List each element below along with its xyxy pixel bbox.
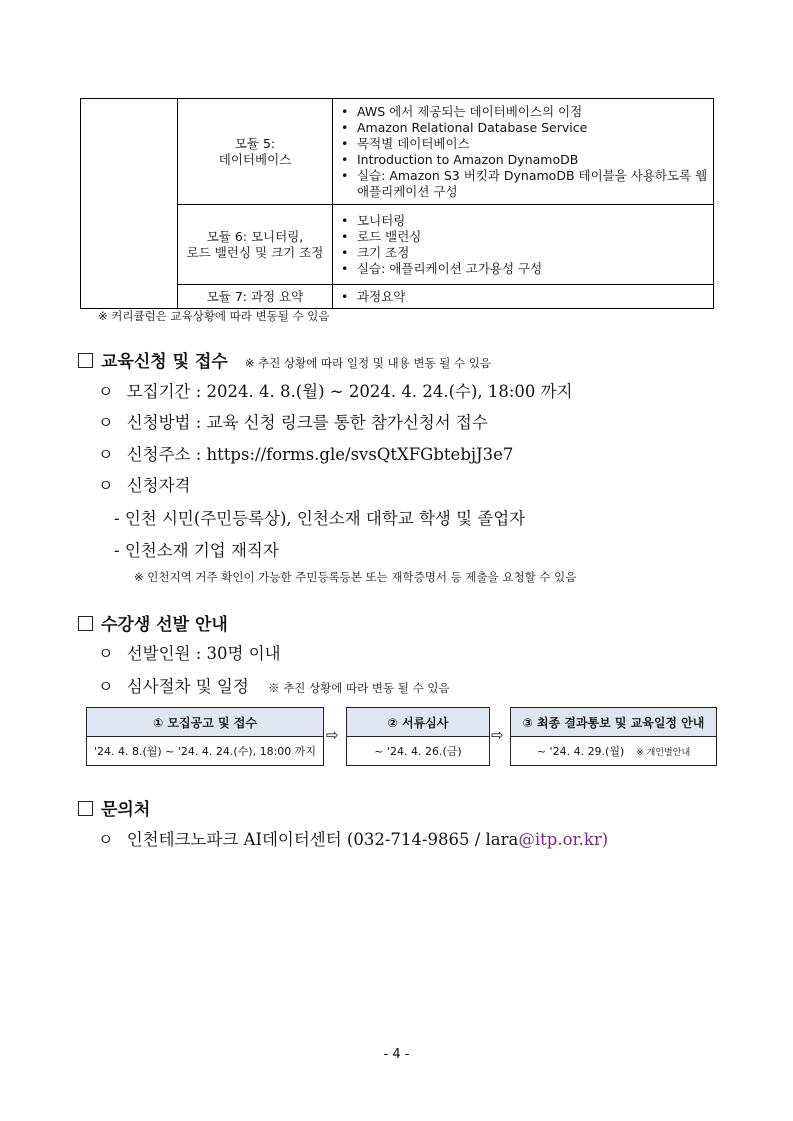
topic-list-item: • 목적별 데이터베이스 xyxy=(357,136,709,152)
apply-section-heading xyxy=(78,347,491,372)
topic-list-item: • 크기 조정 xyxy=(357,245,709,261)
module-name-cell: 모듈 7: 과정 요약 xyxy=(178,285,333,309)
checkbox-square-icon xyxy=(78,616,93,631)
selection-schedule xyxy=(98,673,450,697)
contact-section-heading xyxy=(78,795,150,820)
selection-title: 수강생 선발 안내 xyxy=(101,615,228,635)
contact-title: 문의처 xyxy=(101,800,151,820)
arrow-right-icon: ⇨ xyxy=(491,726,504,744)
topic-list-item: • 모니터링 xyxy=(357,213,709,229)
circle-bullet-icon: ㅇ xyxy=(98,382,114,401)
selection-count xyxy=(98,640,281,664)
step-3-date xyxy=(511,737,716,765)
module-name-cell: 모듈 6: 모니터링, 로드 밸런싱 및 크기 조정 xyxy=(178,205,333,285)
circle-bullet-icon: ㅇ xyxy=(98,644,114,663)
circle-bullet-icon: ㅇ xyxy=(98,476,114,495)
topic-list xyxy=(337,104,709,200)
selection-schedule-note: ※ 추진 상황에 따라 변동 될 수 있음 xyxy=(268,681,450,695)
topic-list-item: • 실습: Amazon S3 버킷과 DynamoDB 테이블을 사용하도록 웹 애플리케이션 구성 xyxy=(357,168,709,200)
selection-count-text: 선발인원 : 30명 이내 xyxy=(126,644,281,663)
process-step-1 xyxy=(86,707,324,766)
selection-section-heading xyxy=(78,610,228,635)
circle-bullet-icon: ㅇ xyxy=(98,677,114,696)
apply-eligibility xyxy=(98,472,190,496)
topic-list-item: • 과정요약 xyxy=(357,289,709,305)
contact-text: 인천테크노파크 AI데이터센터 (032-714-9865 / lara xyxy=(126,830,519,849)
topic-list-item: • Introduction to Amazon DynamoDB xyxy=(357,152,709,168)
circle-bullet-icon: ㅇ xyxy=(98,445,114,464)
apply-period xyxy=(98,378,573,402)
apply-address xyxy=(98,441,513,465)
topic-list-item: • AWS 에서 제공되는 데이터베이스의 이점 xyxy=(357,104,709,120)
topic-list-item: • Amazon Relational Database Service xyxy=(357,120,709,136)
step-1-date: '24. 4. 8.(월) ~ '24. 4. 24.(수), 18:00 까지 xyxy=(93,745,317,758)
step-3-date-text: ~ '24. 4. 29.(월) xyxy=(536,745,625,758)
apply-eligibility-text: 신청자격 xyxy=(126,476,191,495)
circle-bullet-icon: ㅇ xyxy=(98,413,114,432)
circle-bullet-icon: ㅇ xyxy=(98,830,114,849)
page-number: - 4 - xyxy=(383,1047,410,1062)
eligibility-item-2: - 인천소재 기업 재직자 xyxy=(114,541,279,560)
step-2-date: ~ '24. 4. 26.(금) xyxy=(374,745,462,758)
process-step-2 xyxy=(346,707,490,766)
contact-email-link[interactable]: @itp.or.kr) xyxy=(518,830,609,849)
eligibility-note: ※ 인천지역 거주 확인이 가능한 주민등록등본 또는 재학증명서 등 제출을 요청할 수 있음 xyxy=(134,570,577,584)
module-name-cell: 모듈 5: 데이터베이스 xyxy=(178,99,333,205)
topic-list-item: • 실습: 애플리케이션 고가용성 구성 xyxy=(357,261,709,277)
topic-list xyxy=(337,289,709,305)
step-1-title: ① 모집공고 및 접수 xyxy=(87,708,323,737)
curriculum-note: ※ 커리큘럼은 교육상황에 따라 변동될 수 있음 xyxy=(98,309,330,323)
apply-title: 교육신청 및 접수 xyxy=(101,352,228,372)
apply-address-link[interactable]: https://forms.gle/svsQtXFGbtebjJ3e7 xyxy=(206,445,514,464)
curriculum-row xyxy=(81,99,714,205)
checkbox-square-icon xyxy=(78,353,93,368)
module-topics-cell xyxy=(333,285,714,309)
step-3-title: ③ 최종 결과통보 및 교육일정 안내 xyxy=(511,708,716,737)
curriculum-table xyxy=(80,98,714,309)
process-step-3 xyxy=(510,707,717,766)
selection-schedule-text: 심사절차 및 일정 xyxy=(126,677,249,696)
module-topics-cell xyxy=(333,205,714,285)
apply-method xyxy=(98,409,488,433)
apply-note: ※ 추진 상황에 따라 일정 및 내용 변동 될 수 있음 xyxy=(244,356,492,370)
apply-period-text: 모집기간 : 2024. 4. 8.(월) ~ 2024. 4. 24.(수), 18:00 까지 xyxy=(126,382,573,401)
contact-line xyxy=(98,826,608,850)
step-3-extra-note: ※ 개인별안내 xyxy=(636,747,691,758)
topic-list-item: • 로드 밸런싱 xyxy=(357,229,709,245)
curriculum-empty-cell xyxy=(81,99,178,309)
module-topics-cell xyxy=(333,99,714,205)
topic-list xyxy=(337,213,709,277)
checkbox-square-icon xyxy=(78,801,93,816)
arrow-right-icon: ⇨ xyxy=(326,726,339,744)
apply-address-label: 신청주소 : xyxy=(126,445,207,464)
eligibility-item-1: - 인천 시민(주민등록상), 인천소재 대학교 학생 및 졸업자 xyxy=(114,509,526,528)
apply-method-text: 신청방법 : 교육 신청 링크를 통한 참가신청서 접수 xyxy=(126,413,488,432)
step-2-title: ② 서류심사 xyxy=(347,708,489,737)
